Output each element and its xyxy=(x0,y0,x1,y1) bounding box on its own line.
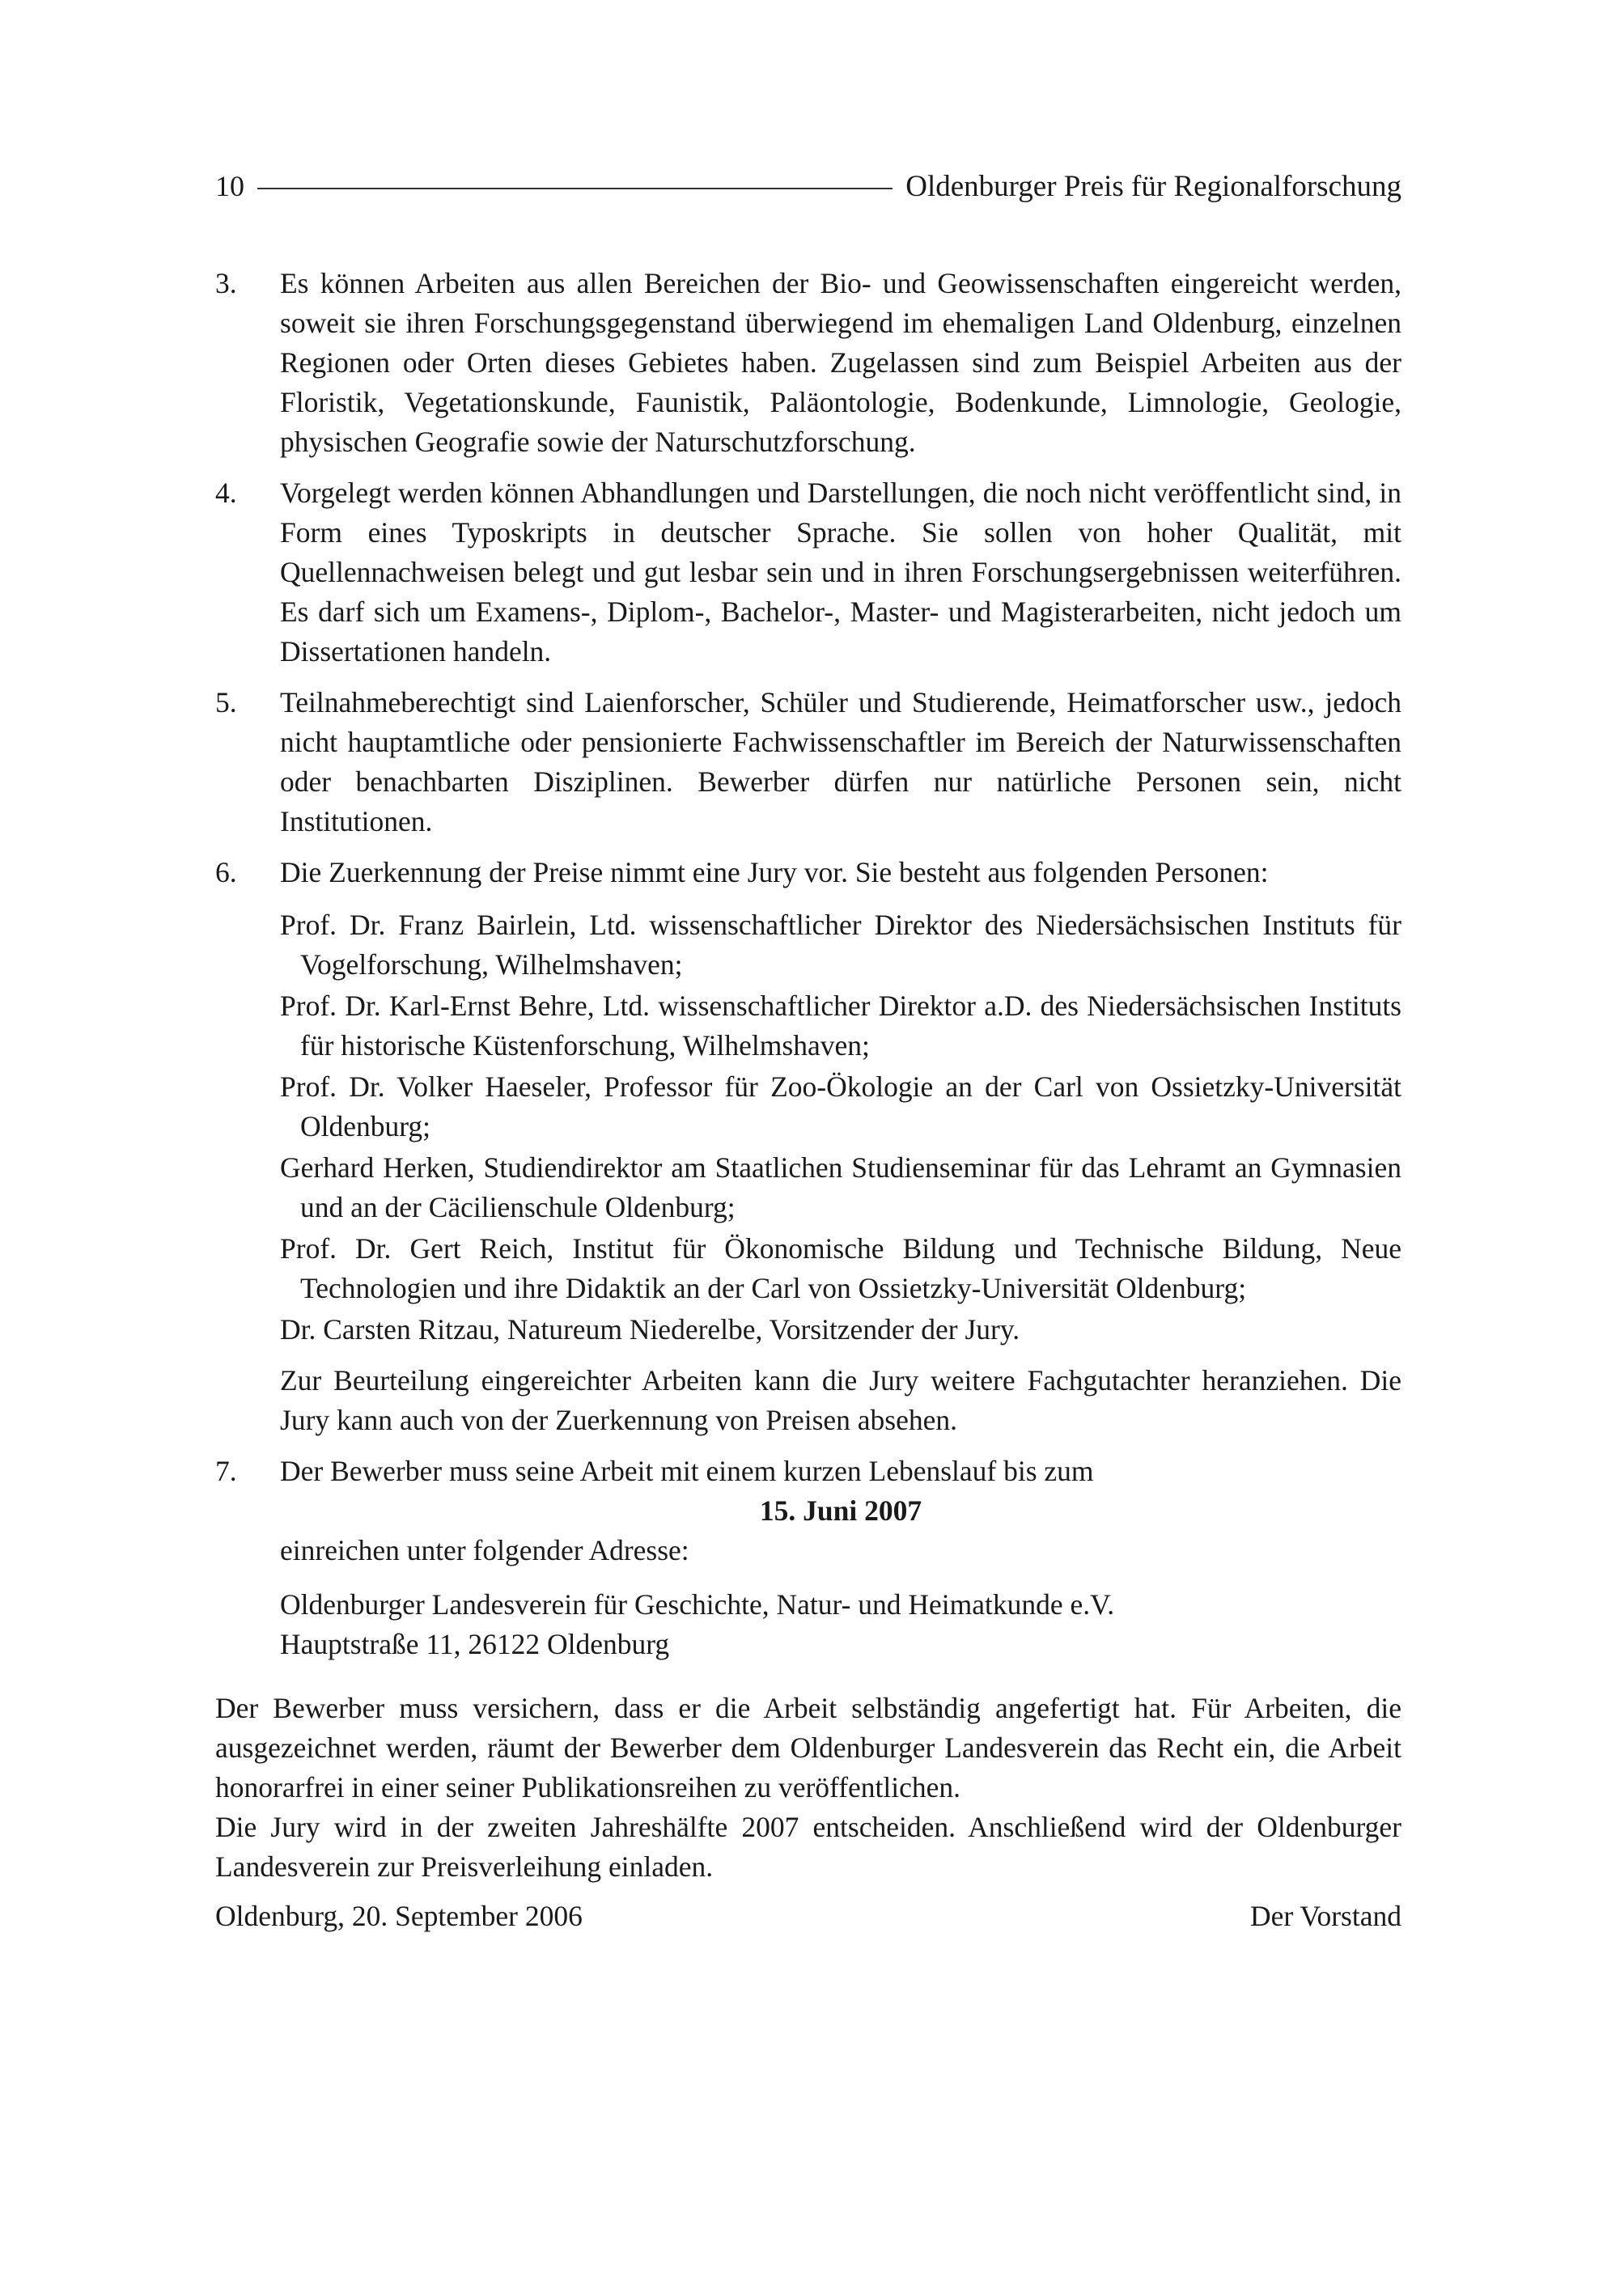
submission-text: Der Bewerber muss seine Arbeit mit einem kurzen Lebenslauf bis zum xyxy=(280,1455,1094,1487)
address-line-1: Oldenburger Landesverein für Geschichte, Natur- und Heimatkunde e.V. xyxy=(280,1588,1115,1621)
closing-paragraph: Der Bewerber muss versichern, dass er die Arbeit selbständig angefertigt hat. Für Arbeiten, die ausgezeichnet werden, räumt der Bewerber dem Oldenburger Landesverein das Recht ein, die Arbeit honorarfrei in einer seiner Publikationsreihen zu veröffentlichen. xyxy=(215,1692,1401,1803)
item-number: 3. xyxy=(215,267,237,299)
jury-member: Prof. Dr. Gert Reich, Institut für Ökonomische Bildung und Technische Bildung, Neue Technologien und ihre Didaktik an der Carl von Ossietzky-Universität Oldenburg; xyxy=(280,1232,1401,1304)
address-intro: einreichen unter folgender Adresse: xyxy=(280,1534,689,1566)
signature-line xyxy=(215,1897,1401,1936)
closing-section xyxy=(215,1689,1401,1887)
list-item-submission xyxy=(215,1452,1401,1664)
deadline-date: 15. Juni 2007 xyxy=(759,1494,922,1527)
address-line-2: Hauptstraße 11, 26122 Oldenburg xyxy=(280,1628,670,1660)
item-text: Vorgelegt werden können Abhandlungen und Darstellungen, die noch nicht veröffentlicht sind, in Form eines Typoskripts in deutscher Sprache. Sie sollen von hoher Qualität, mit Quellennachweisen belegt und gut lesbar sein und in ihren Forschungsergebnissen weiterführen. Es darf sich um Examens-, Diplom-, Bachelor-, Master- und Magisterarbeiten, nicht jedoch um Dissertationen handeln. xyxy=(280,477,1401,668)
jury-member: Prof. Dr. Karl-Ernst Behre, Ltd. wissenschaftlicher Direktor a.D. des Niedersächsischen Instituts für historische Küstenforschung, Wilhelmshaven; xyxy=(280,990,1401,1062)
jury-note: Zur Beurteilung eingereichter Arbeiten kann die Jury weitere Fachgutachter heranziehen. Die Jury kann auch von der Zuerkennung von Preisen absehen. xyxy=(280,1364,1401,1436)
closing-paragraph: Die Jury wird in der zweiten Jahreshälfte 2007 entscheiden. Anschließend wird der Oldenburger Landesverein zur Preisverleihung einladen. xyxy=(215,1811,1401,1883)
list-item xyxy=(215,683,1401,841)
jury-members xyxy=(280,905,1401,1350)
running-title: Oldenburger Preis für Regionalforschung xyxy=(905,170,1401,203)
item-number: 6. xyxy=(215,856,237,888)
item-text: Es können Arbeiten aus allen Bereichen der Bio- und Geowissenschaften eingereicht werden, soweit sie ihren Forschungsgegenstand überwiegend im ehemaligen Land Oldenburg, einzelnen Regionen oder Orten dieses Gebietes haben. Zugelassen sind zum Beispiel Arbeiten aus der Floristik, Vegetationskunde, Faunistik, Paläontologie, Bodenkunde, Limnologie, Geologie, physischen Geografie sowie der Naturschutzforschung. xyxy=(280,267,1401,458)
jury-member: Gerhard Herken, Studiendirektor am Staatlichen Studienseminar für das Lehramt an Gymnasien und an der Cäcilienschule Oldenburg; xyxy=(280,1151,1401,1223)
item-text: Teilnahmeberechtigt sind Laienforscher, Schüler und Studierende, Heimatforscher usw., jedoch nicht hauptamtliche oder pensionierte Fachwissenschaftler im Bereich der Naturwissenschaften oder benachbarten Disziplinen. Bewerber dürfen nur natürliche Personen sein, nicht Institutionen. xyxy=(280,686,1401,837)
signer: Der Vorstand xyxy=(1249,1900,1401,1932)
jury-member: Dr. Carsten Ritzau, Natureum Niederelbe, Vorsitzender der Jury. xyxy=(280,1313,1020,1346)
header-rule xyxy=(257,188,893,189)
jury-member: Prof. Dr. Volker Haeseler, Professor für Zoo-Ökologie an der Carl von Ossietzky-Universität Oldenburg; xyxy=(280,1070,1401,1142)
postal-address xyxy=(280,1585,1401,1664)
item-number: 4. xyxy=(215,477,237,509)
running-header xyxy=(215,167,1401,206)
item-number: 7. xyxy=(215,1455,237,1487)
list-item xyxy=(215,264,1401,462)
place-date: Oldenburg, 20. September 2006 xyxy=(215,1900,583,1932)
page-number: 10 xyxy=(215,170,244,202)
list-item xyxy=(215,473,1401,672)
item-number: 5. xyxy=(215,686,237,718)
page-content xyxy=(215,264,1401,1936)
jury-member: Prof. Dr. Franz Bairlein, Ltd. wissenschaftlicher Direktor des Niedersächsischen Instituts für Vogelforschung, Wilhelmshaven; xyxy=(280,909,1401,981)
jury-intro: Die Zuerkennung der Preise nimmt eine Jury vor. Sie besteht aus folgenden Personen: xyxy=(280,856,1269,888)
list-item-jury xyxy=(215,853,1401,1440)
